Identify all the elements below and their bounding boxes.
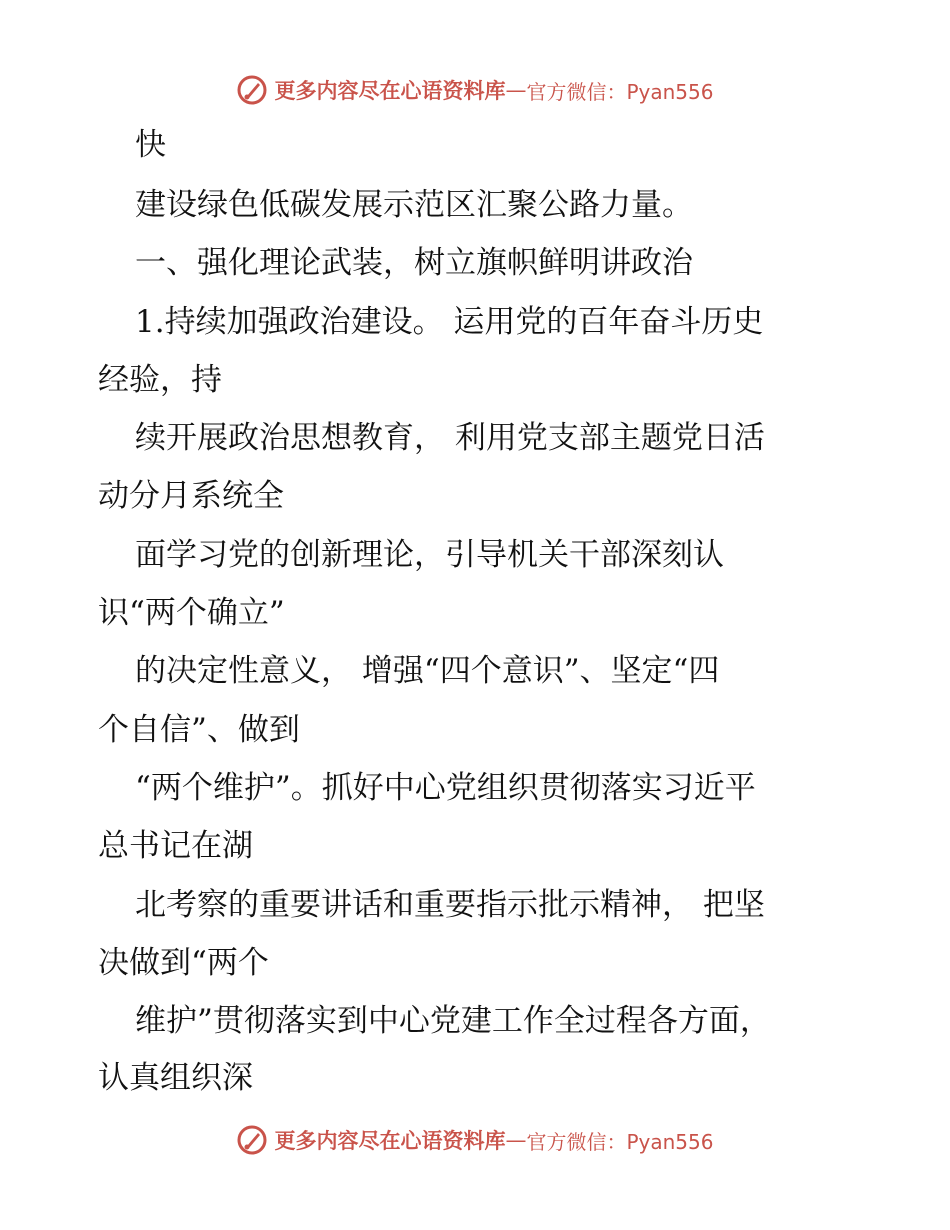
paragraph-line: 快 — [135, 127, 166, 163]
banner-dash: — — [505, 78, 527, 102]
paragraph-line: 个自信”、做到 — [98, 712, 300, 748]
paragraph-line: “两个维护”。抓好中心党组织贯彻落实习近平 — [135, 770, 756, 806]
section-heading: 一、强化理论武装，树立旗帜鲜明讲政治 — [135, 245, 693, 281]
banner-wechat-text: 官方微信：Pyan556 — [526, 1129, 714, 1154]
paragraph-line: 维护”贯彻落实到中心党建工作全过程各方面， — [135, 1003, 771, 1039]
banner-main-text: 更多内容尽在心语资料库 — [274, 1128, 506, 1153]
paragraph-line: 决做到“两个 — [98, 945, 269, 981]
paragraph-line: 识“两个确立” — [98, 595, 285, 631]
banner-main-text: 更多内容尽在心语资料库 — [274, 78, 506, 103]
brand-logo-icon — [236, 1124, 268, 1156]
paragraph-line: 北考察的重要讲话和重要指示批示精神， 把坚 — [135, 887, 765, 923]
paragraph-line: 1.持续加强政治建设。 运用党的百年奋斗历史 — [135, 304, 764, 340]
brand-logo-icon — [236, 74, 268, 106]
paragraph-line: 面学习党的创新理论，引导机关干部深刻认 — [135, 537, 724, 573]
header-watermark-banner — [0, 70, 950, 110]
paragraph-line: 经验，持 — [98, 362, 222, 398]
banner-dash: — — [505, 1128, 527, 1152]
paragraph-line: 动分月系统全 — [98, 478, 284, 514]
paragraph-line: 建设绿色低碳发展示范区汇聚公路力量。 — [135, 187, 693, 223]
paragraph-line: 续开展政治思想教育， 利用党支部主题党日活 — [135, 420, 765, 456]
paragraph-line: 总书记在湖 — [98, 828, 253, 864]
paragraph-line: 的决定性意义， 增强“四个意识”、坚定“四 — [135, 653, 720, 689]
footer-watermark-banner — [0, 1120, 950, 1160]
banner-wechat-text: 官方微信：Pyan556 — [526, 79, 714, 104]
paragraph-line: 认真组织深 — [98, 1060, 253, 1096]
